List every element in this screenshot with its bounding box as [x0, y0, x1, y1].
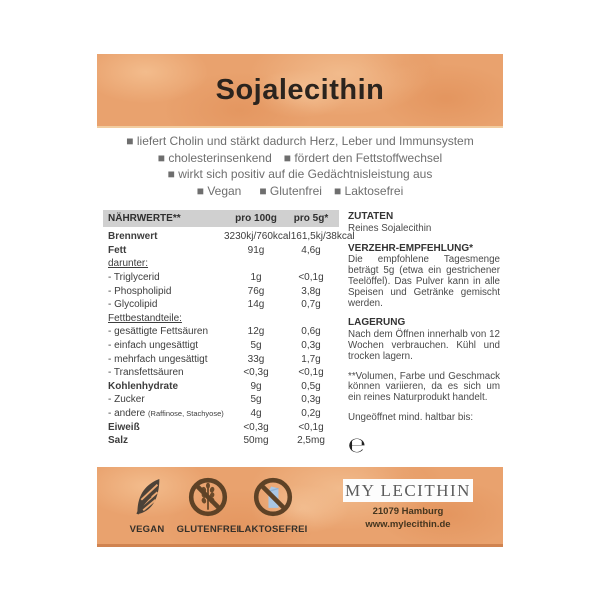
- value-per-5g: 0,6g: [301, 326, 321, 338]
- header-pro-100g: pro 100g: [235, 213, 277, 224]
- nutrition-row: [103, 366, 339, 380]
- section-zutaten: [348, 212, 500, 235]
- value-per-100g: 76g: [247, 285, 265, 297]
- brand-name: MY LECITHIN: [345, 480, 471, 500]
- value-per-5g: 0,2g: [301, 408, 321, 420]
- variation-note: **Volumen, Farbe und Geschmack können variieren, da es sich um ein reines Naturprodukt handelt.: [348, 370, 500, 404]
- value-per-5g: 161,5kj/38kcal: [290, 231, 355, 243]
- value-per-100g: 5g: [250, 340, 262, 352]
- nutrition-row: [103, 298, 339, 312]
- value-per-5g: 0,7g: [301, 299, 321, 311]
- value-per-100g: 12g: [247, 326, 265, 338]
- best-before-label: Ungeöffnet mind. haltbar bis:: [348, 411, 474, 423]
- value-per-100g: 91g: [247, 244, 265, 256]
- vegan-leaf-icon: [128, 477, 166, 522]
- nutrient-label: darunter:: [108, 258, 149, 270]
- verzehr-title: VERZEHR-EMPFEHLUNG*: [348, 242, 474, 254]
- nutrition-row: [103, 312, 339, 326]
- nutrition-row: [103, 257, 339, 271]
- value-per-100g: 5g: [250, 394, 262, 406]
- brand-block: [343, 479, 473, 531]
- lagerung-title: LAGERUNG: [348, 317, 406, 329]
- value-per-100g: 1g: [250, 272, 262, 284]
- nutrient-label: - Transfettsäuren: [108, 367, 184, 379]
- zutaten-body: Reines Sojalecithin: [348, 222, 432, 234]
- value-per-100g: 33g: [247, 353, 265, 365]
- value-per-100g: 4g: [250, 408, 262, 420]
- value-per-5g: 4,6g: [301, 244, 321, 256]
- value-per-100g: <0,3g: [243, 367, 269, 379]
- product-title-banner: [97, 54, 503, 128]
- section-note: [348, 372, 500, 404]
- nutrient-label: Brennwert: [108, 231, 158, 243]
- nutrition-row: [103, 352, 339, 366]
- benefit-line: ■ wirkt sich positiv auf die Gedächtnisleistung aus: [167, 167, 433, 181]
- nutrition-row: [103, 393, 339, 407]
- value-per-100g: <0,3g: [243, 421, 269, 433]
- laktosefrei-label: LAKTOSEFREI: [238, 524, 308, 535]
- nutrient-label: - mehrfach ungesättigt: [108, 353, 208, 365]
- lagerung-body: Nach dem Öffnen innerhalb von 12 Wochen verbrauchen. Kühl und trocken lagern.: [348, 329, 500, 362]
- value-per-5g: 3,8g: [301, 285, 321, 297]
- badge-vegan: [112, 477, 182, 535]
- brand-name-box: [343, 479, 473, 502]
- nutrition-table-body: [103, 230, 355, 448]
- nutrient-label: - andere: [108, 408, 146, 420]
- section-verzehr: [348, 244, 500, 310]
- zutaten-title: ZUTATEN: [348, 211, 394, 222]
- benefit-line: ■ liefert Cholin und stärkt dadurch Herz, Leber und Immunsystem: [126, 134, 474, 148]
- nutrient-label: Eiweiß: [108, 421, 140, 433]
- benefit-line: ■ cholesterinsenkend ■ fördert den Fettstoffwechsel: [157, 150, 443, 165]
- nutrition-row: [103, 271, 339, 285]
- value-per-100g: 9g: [250, 380, 262, 392]
- nutrient-label: - Glycolipid: [108, 299, 158, 311]
- nutrition-table: [103, 210, 355, 448]
- nutrient-label: - gesättigte Fettsäuren: [108, 326, 209, 338]
- nutrition-row: [103, 339, 339, 353]
- section-mhd: [348, 413, 500, 424]
- brand-address: 21079 Hamburg: [372, 506, 444, 517]
- footer-banner: [97, 467, 503, 547]
- nutrient-label-note: (Raffinose, Stachyose): [148, 409, 224, 419]
- nutrition-row: [103, 284, 339, 298]
- nutrition-row: [103, 380, 339, 394]
- nutrient-label: Fett: [108, 244, 127, 256]
- lactose-free-icon: [253, 477, 293, 522]
- benefit-line: ■ Vegan ■ Glutenfrei ■ Laktosefrei: [196, 183, 404, 198]
- nutrient-label: - Triglycerid: [108, 272, 160, 284]
- benefit-bullets: [60, 133, 540, 199]
- brand-website: www.mylecithin.de: [365, 518, 451, 530]
- value-per-5g: 0,5g: [301, 380, 321, 392]
- value-per-5g: <0,1g: [298, 272, 324, 284]
- gluten-free-icon: [188, 477, 228, 522]
- section-lagerung: [348, 318, 500, 362]
- vegan-label: VEGAN: [129, 524, 165, 535]
- nutrient-label: Kohlenhydrate: [108, 380, 179, 392]
- nutrient-label: - einfach ungesättigt: [108, 340, 199, 352]
- value-per-5g: 0,3g: [301, 394, 321, 406]
- nutrient-label: Salz: [108, 435, 129, 447]
- value-per-5g: 1,7g: [301, 353, 321, 365]
- value-per-5g: 0,3g: [301, 340, 321, 352]
- nutrient-label: Fettbestandteile:: [108, 312, 182, 324]
- glutenfrei-label: GLUTENFREI: [176, 524, 240, 535]
- nutrient-label: - Zucker: [108, 394, 145, 406]
- header-naehrwerte: NÄHRWERTE**: [108, 213, 181, 224]
- nutrition-row: [103, 230, 355, 244]
- product-title: Sojalecithin: [215, 73, 385, 106]
- verzehr-body: Die empfohlene Tagesmenge beträgt 5g (etwa ein gestrichener Teelöffel). Das Pulver kann in alle Speisen und Getränke gemischt werden.: [348, 254, 500, 309]
- header-pro-5g: pro 5g*: [293, 213, 329, 224]
- nutrient-label: - Phospholipid: [108, 285, 172, 297]
- value-per-5g: <0,1g: [298, 367, 324, 379]
- badge-laktosefrei: [238, 477, 308, 535]
- value-per-100g: 3230kj/760kcal: [224, 231, 291, 243]
- nutrition-row: [103, 325, 339, 339]
- estimated-sign: ℮: [348, 432, 366, 457]
- nutrition-row: [103, 407, 339, 421]
- nutrition-row: [103, 420, 339, 434]
- nutrition-table-header: [103, 210, 339, 227]
- value-per-100g: 50mg: [243, 435, 269, 447]
- info-column: [348, 211, 500, 457]
- value-per-100g: 14g: [247, 299, 265, 311]
- nutrition-row: [103, 434, 339, 448]
- value-per-5g: <0,1g: [298, 421, 324, 433]
- nutrition-row: [103, 244, 339, 258]
- badge-glutenfrei: [173, 477, 243, 535]
- value-per-5g: 2,5mg: [297, 435, 325, 447]
